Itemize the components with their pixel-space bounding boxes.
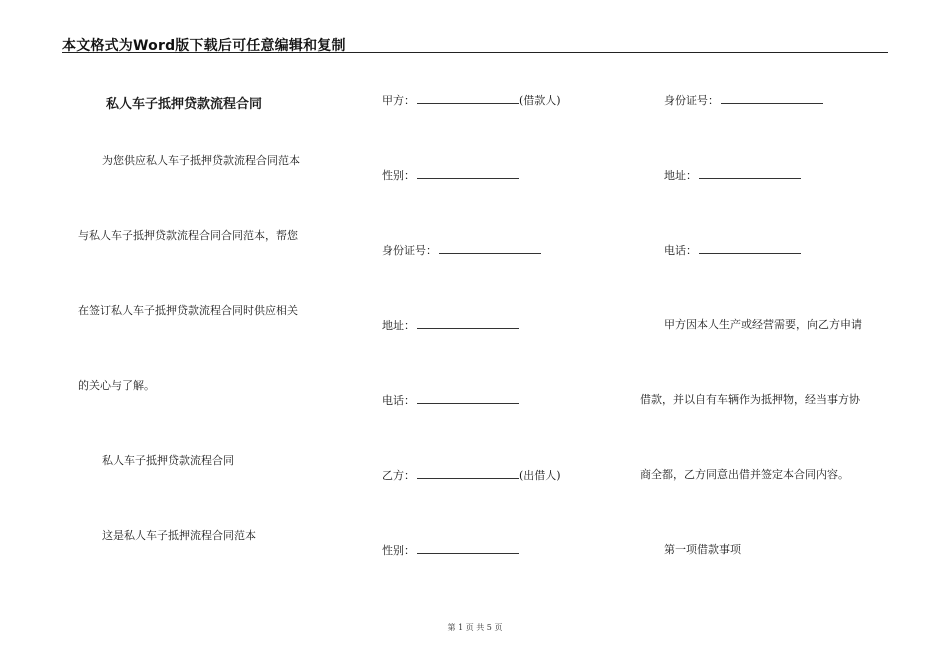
party-b-blank: [417, 468, 519, 479]
page-footer: 第 1 页 共 5 页: [447, 623, 503, 632]
intro-line-2: 与私人车子抵押贷款流程合同合同范本，帮您: [78, 229, 298, 242]
address-a-label: 地址：: [382, 319, 415, 332]
gender-b-label: 性别：: [382, 544, 415, 557]
template-note-line: 这是私人车子抵押流程合同范本: [102, 529, 256, 542]
section-heading: 第一项借款事项: [664, 543, 741, 556]
id-a-field: [382, 243, 541, 258]
intro-line-1: 为您供应私人车子抵押贷款流程合同范本: [102, 154, 300, 167]
gender-a-label: 性别：: [382, 169, 415, 182]
phone-b-blank: [699, 243, 801, 254]
document-header: 本文格式为Word版下载后可任意编辑和复制: [62, 38, 346, 54]
id-b-blank: [721, 93, 823, 104]
id-a-blank: [439, 243, 541, 254]
intro-line-4: 的关心与了解。: [78, 379, 155, 392]
id-b-label: 身份证号：: [664, 94, 719, 107]
id-a-label: 身份证号：: [382, 244, 437, 257]
party-a-role: (借款人): [519, 94, 561, 107]
purpose-line-3: 商全都，乙方同意出借并签定本合同内容。: [640, 468, 849, 481]
id-b-field: [664, 93, 823, 108]
header-rule: [62, 52, 888, 53]
address-a-blank: [417, 318, 519, 329]
phone-a-field: [382, 393, 519, 408]
intro-line-3: 在签订私人车子抵押贷款流程合同时供应相关: [78, 304, 298, 317]
address-a-field: [382, 318, 519, 333]
party-a-field: [382, 93, 561, 108]
party-a-blank: [417, 93, 519, 104]
gender-a-blank: [417, 168, 519, 179]
party-b-field: [382, 468, 561, 483]
gender-b-field: [382, 543, 519, 558]
party-a-label: 甲方：: [382, 94, 415, 107]
purpose-line-2: 借款，并以自有车辆作为抵押物，经当事方协: [640, 393, 860, 406]
subtitle-line: 私人车子抵押贷款流程合同: [102, 454, 234, 467]
address-b-field: [664, 168, 801, 183]
party-b-role: (出借人): [519, 469, 561, 482]
address-b-label: 地址：: [664, 169, 697, 182]
gender-b-blank: [417, 543, 519, 554]
phone-b-label: 电话：: [664, 244, 697, 257]
party-b-label: 乙方：: [382, 469, 415, 482]
address-b-blank: [699, 168, 801, 179]
phone-a-blank: [417, 393, 519, 404]
purpose-line-1: 甲方因本人生产或经营需要，向乙方申请: [664, 318, 862, 331]
phone-a-label: 电话：: [382, 394, 415, 407]
gender-a-field: [382, 168, 519, 183]
phone-b-field: [664, 243, 801, 258]
contract-title: 私人车子抵押贷款流程合同: [106, 97, 263, 112]
